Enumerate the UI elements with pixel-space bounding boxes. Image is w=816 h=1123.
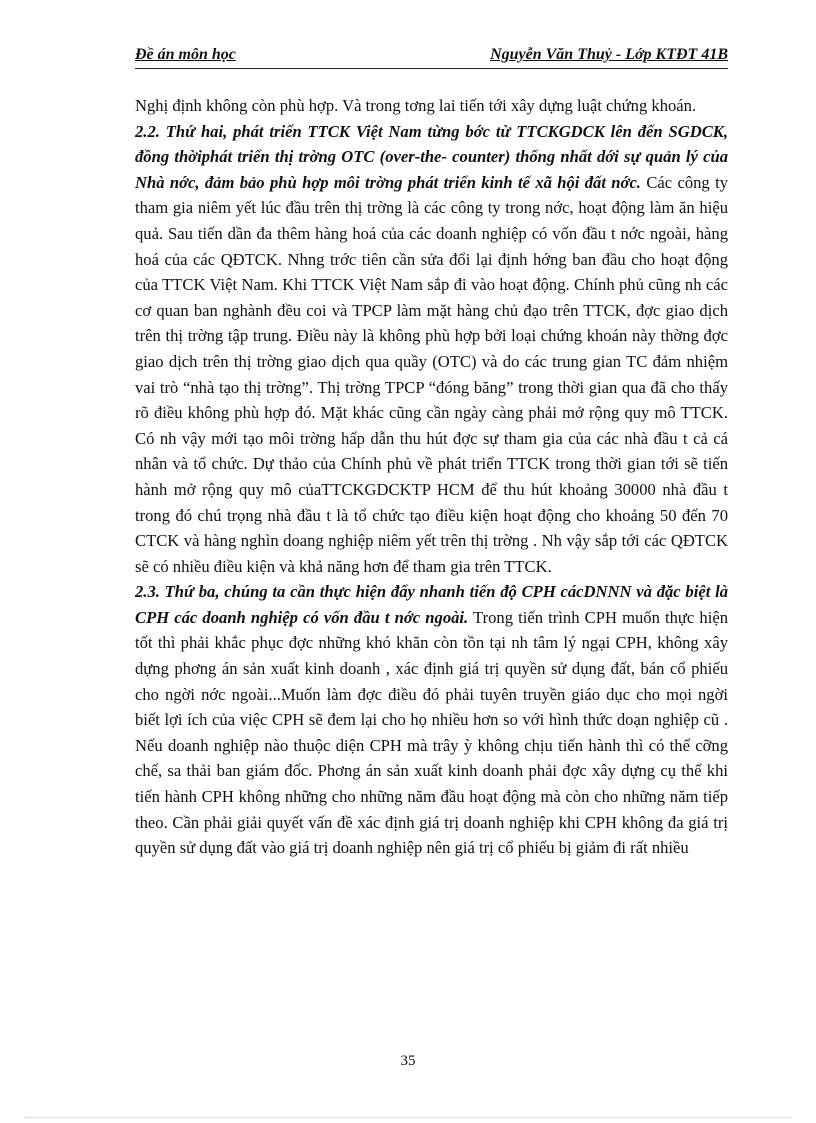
paragraph-section-2-3 [135, 579, 728, 861]
document-body [135, 93, 728, 861]
header-course-title: Đề án môn học [135, 46, 236, 63]
section-heading-2-3: 2.3. Thứ ba, chúng ta cần thực hiện đẩy nhanh tiến độ CPH cácDNNN và đặc biệt là CPH các doanh nghiệp có vốn đầu t nớc ngoài. [135, 582, 728, 627]
page-header [135, 46, 728, 69]
paragraph-text: Trong tiến trình CPH muốn thực hiện tốt thì phải khắc phục đợc những khó khăn còn tồn tại nh tâm lý ngại CPH, không xây dựng phơng án sản xuất kinh doanh , xác định giá trị quyền sử dụng đất, bán cổ phiếu cho ngời nớc ngoài...Muốn làm đợc điều đó phải tuyên truyền giáo dục cho mọi ngời biết lợi ích của việc CPH sẽ đem lại cho họ nhiều hơn so với hình thức doạn nghiệp cũ . Nếu doanh nghiệp nào thuộc diện CPH mà trây ỳ không chịu tiến hành thì có thể cỡng chế, sa thải ban giám đốc. Phơng án sản xuất kinh doanh phải đợc xây dựng cụ thể khi tiến hành CPH không những cho những năm đầu hoạt động mà còn cho những năm tiếp theo. Cần phải giải quyết vấn đề xác định giá trị doanh nghiệp khi CPH không đa giá trị quyền sử dụng đất vào giá trị doanh nghiệp nên giá trị cổ phiếu bị giảm đi rất nhiều [135, 607, 729, 858]
paragraph-text: Nghị định không còn phù hợp. Và trong tơng lai tiến tới xây dựng luật chứng khoán. [135, 96, 697, 115]
page-bottom-divider [24, 1117, 792, 1118]
paragraph-section-2-2 [135, 119, 728, 580]
paragraph-intro [135, 93, 728, 119]
paragraph-text: Các công ty tham gia niêm yết lúc đầu trên thị trờng là các công ty trong nớc, hoạt động làm ăn hiệu quả. Sau tiến dần đa thêm hàng hoá của các doanh nghiệp có vốn đầu t nớc ngoài, hàng hoá của các QĐTCK. Nhng trớc tiên cần sửa đổi lại định hớng ban đầu cho hoạt động của TTCK Việt Nam. Khi TTCK Việt Nam sắp đi vào hoạt động. Chính phủ cũng nh các cơ quan ban nghành đều coi và TPCP làm mặt hàng chủ đạo trên TTCK, đợc giao dịch trên thị trờng tập trung. Điều này là không phù hợp bởi loại chứng khoán này thờng đợc giao dịch trên thị trờng giao dịch qua quầy (OTC) và do các trung gian TC đảm nhiệm vai trò “nhà tạo thị trờng”. Thị trờng TPCP “đóng băng” trong thời gian qua đã cho thấy rõ điều không phù hợp đó. Mặt khác cũng cần ngày càng phải mở rộng quy mô TTCK. Có nh vậy mới tạo môi trờng hấp dẫn thu hút đợc sự tham gia của các nhà đầu t cả cá nhân và tổ chức. Dự thảo của Chính phủ về phát triển TTCK trong thời gian tới sẽ tiến hành mở rộng quy mô củaTTCKGDCKTP HCM để thu hút khoảng 30000 nhà đầu t trong đó chú trọng nhà đầu t là tổ chức tạo điều kiện hoạt động cho khoảng 50 đến 70 CTCK và hàng nghìn doang nghiệp niêm yết trên thị trờng . Nh vậy sắp tới các QĐTCK sẽ có nhiều điều kiện và khả năng hơn để tham gia trên TTCK. [135, 172, 728, 576]
page-number: 35 [400, 1053, 416, 1069]
header-author-class: Nguyễn Văn Thuỷ - Lớp KTĐT 41B [490, 46, 728, 63]
section-heading-2-2: 2.2. Thứ hai, phát triển TTCK Việt Nam từng bớc từ TTCKGDCK lên đến SGDCK, đồng thờiphát triển thị trờng OTC (over-the- counter) thống nhất dới sự quản lý của Nhà nớc, đảm bảo phù hợp môi trờng phát triển kinh tế xã hội đất nớc. [135, 121, 728, 192]
